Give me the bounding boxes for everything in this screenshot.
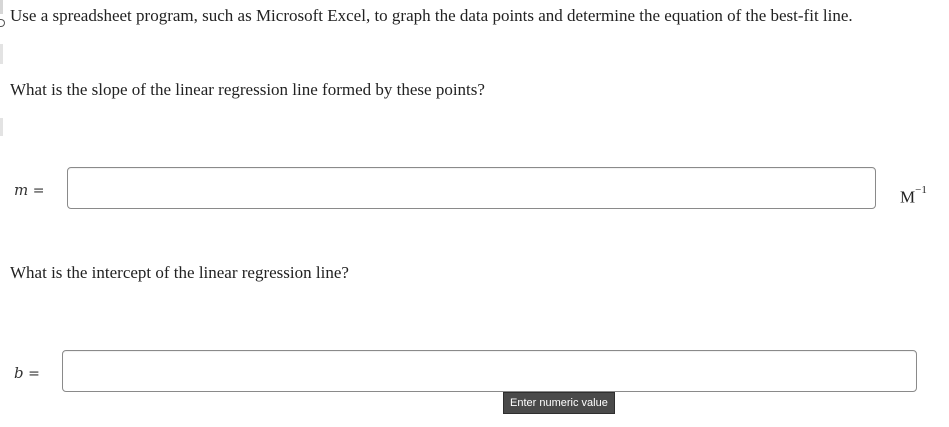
slope-label (14, 180, 44, 201)
slope-unit (900, 183, 927, 208)
collapse-marker-icon (0, 19, 5, 27)
intercept-question: What is the intercept of the linear regression line? (10, 263, 349, 282)
left-gutter-top (0, 0, 3, 14)
slope-input[interactable] (67, 167, 876, 209)
left-gutter-lower (0, 118, 3, 136)
intercept-variable: b (14, 364, 24, 382)
unit-exponent: −1 (915, 184, 927, 196)
unit-base: M (900, 187, 916, 207)
intercept-equals: = (28, 366, 40, 382)
input-tooltip: Enter numeric value (503, 392, 615, 414)
intercept-input[interactable] (62, 350, 917, 392)
slope-equals: = (32, 183, 45, 199)
instruction-text: Use a spreadsheet program, such as Microsoft Excel, to graph the data points and determine the equation of the best-fit line. (10, 6, 853, 25)
left-gutter-mid (0, 44, 3, 64)
intercept-label (14, 363, 40, 384)
slope-question: What is the slope of the linear regression line formed by these points? (10, 80, 485, 99)
slope-variable: m (14, 181, 29, 199)
